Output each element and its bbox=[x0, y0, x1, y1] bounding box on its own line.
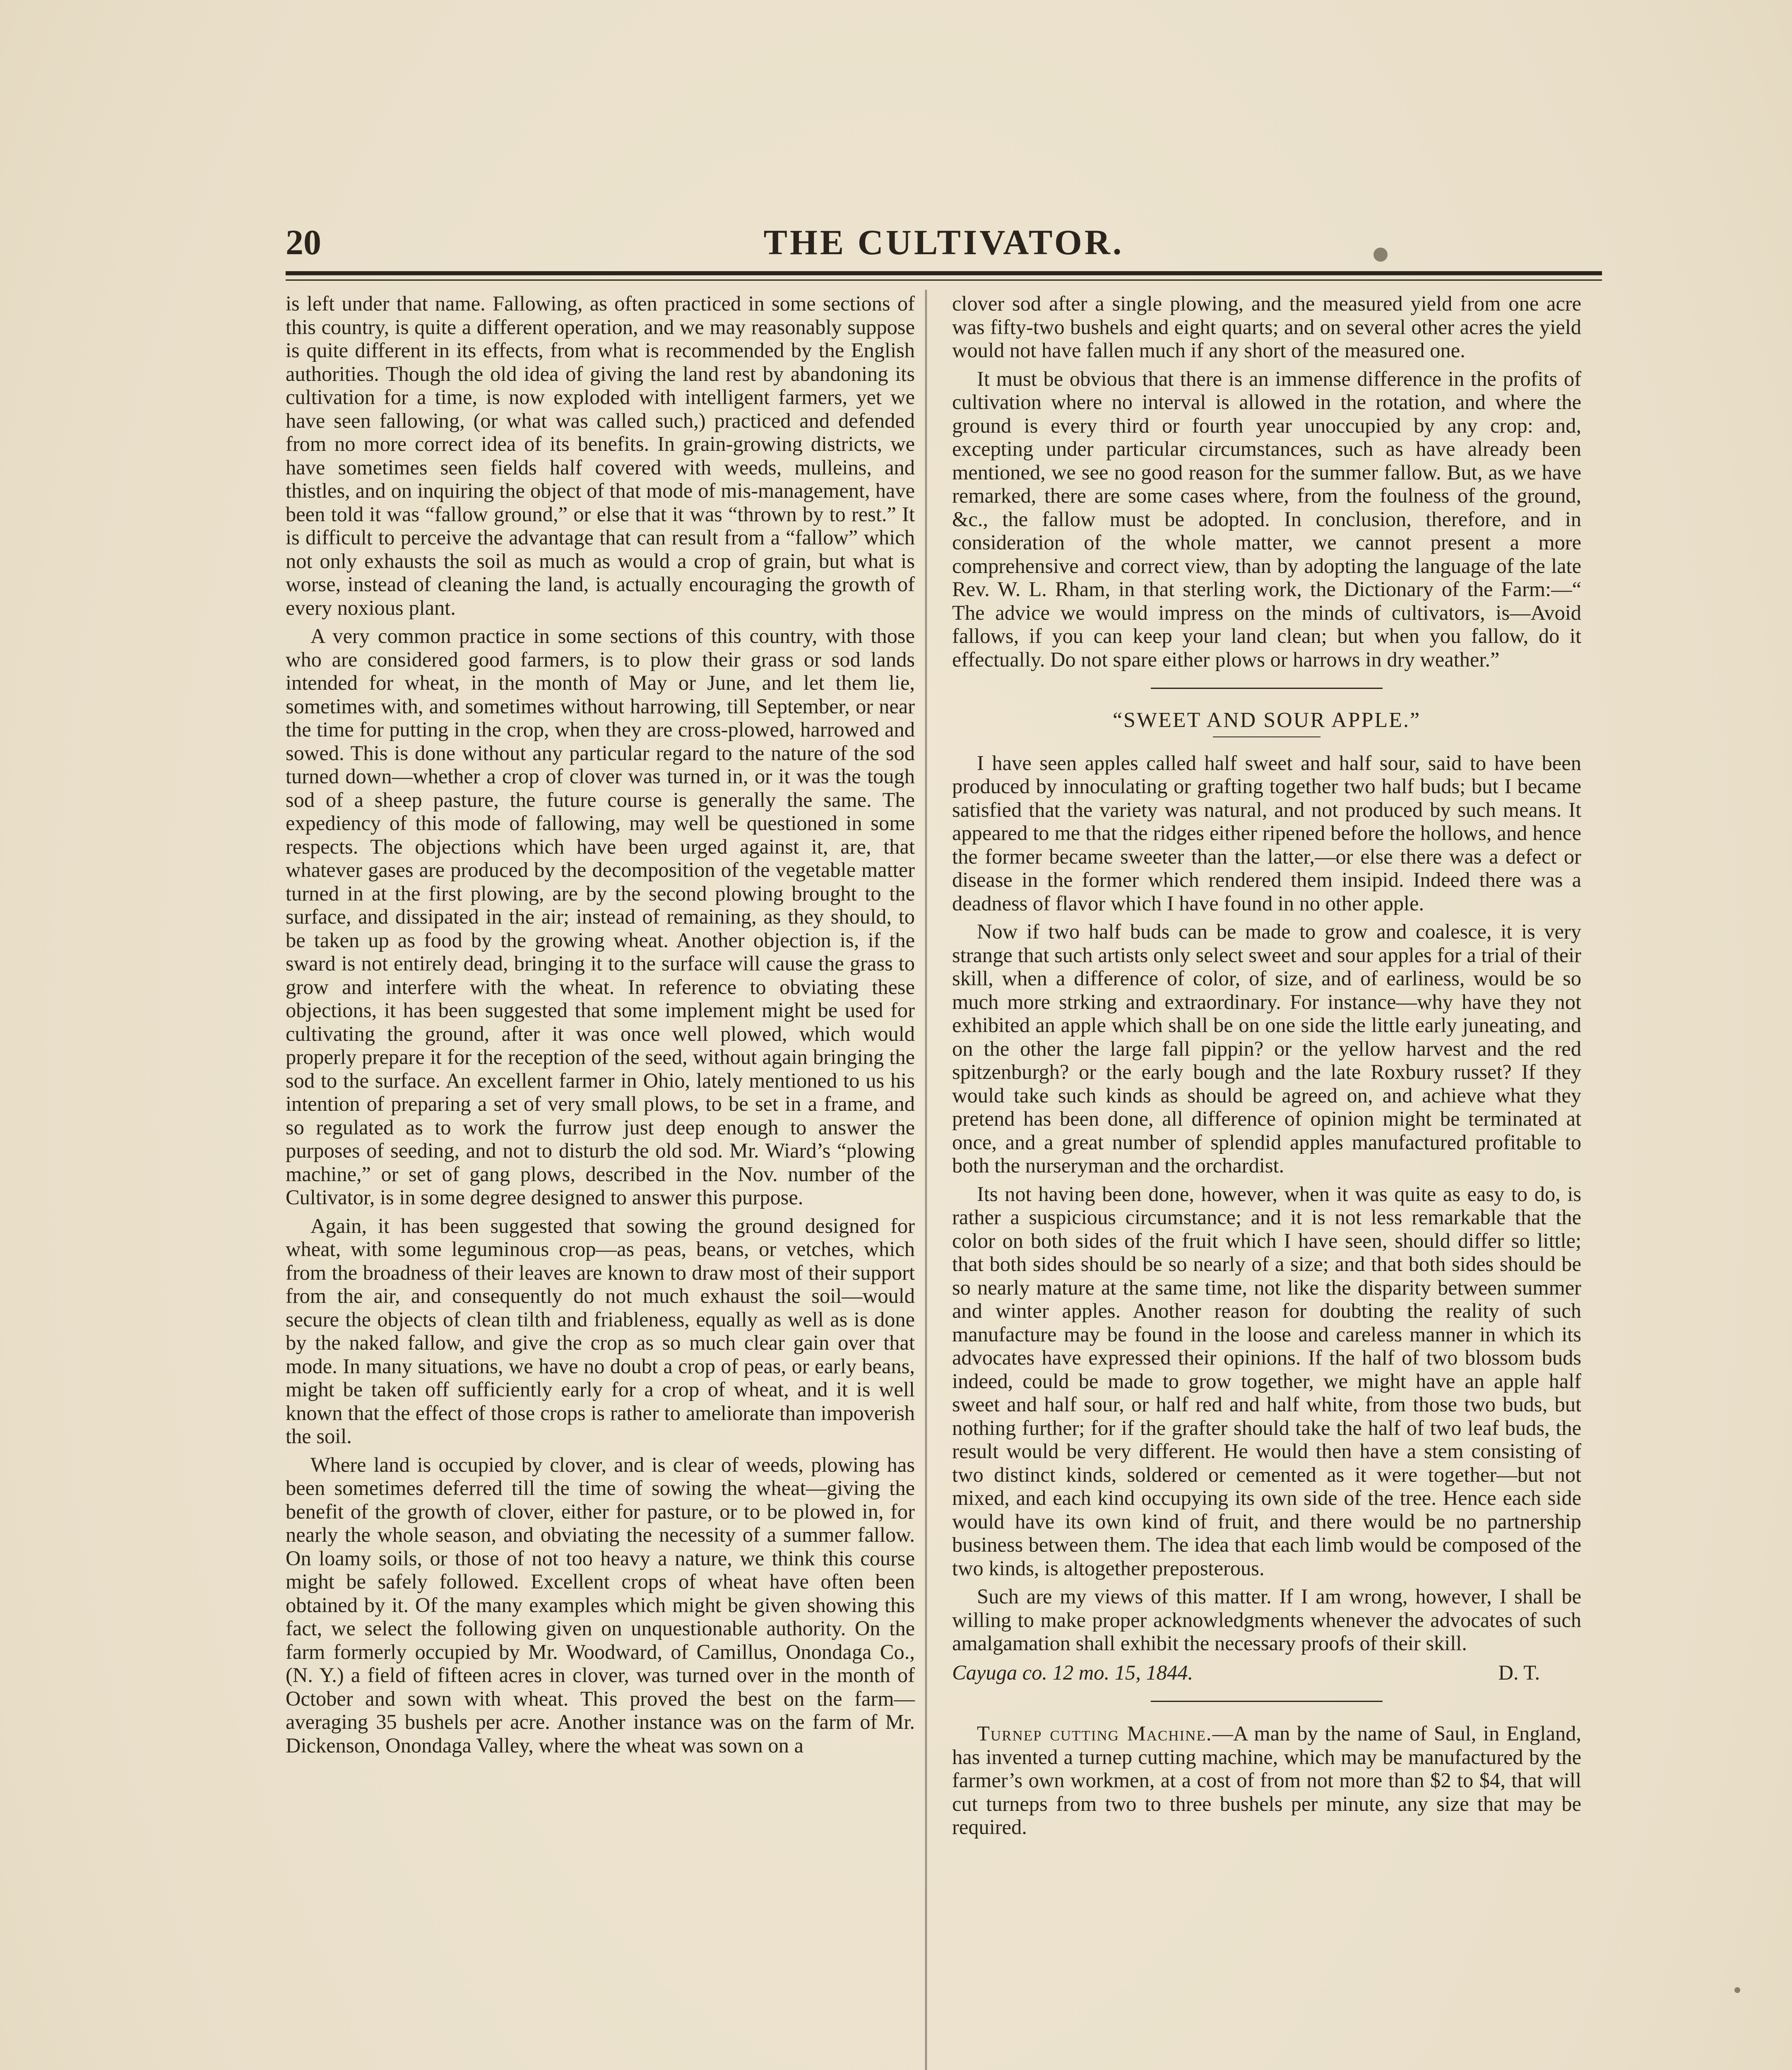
ink-spot bbox=[1373, 248, 1388, 262]
right-paragraph-2: It must be obvious that there is an immense difference in the profits of cultivation where no interval is allowed in the rotation, and where the ground is every third or fourth year unoccupied by any crop: and, excepting under particular circumstances, such as have already been mentioned, we see no good reason for the summer fallow. But, as we have remarked, there are some cases where, from the foulness of the ground, &c., the fallow must be adopted. In conclusion, therefore, and in consideration of the whole matter, we cannot present a more comprehensive and correct view, than by adopting the language of the late Rev. W. L. Rham, in that sterling work, the Dictionary of the Farm:—“ The advice we would impress on the minds of cultivators, is—Avoid fallows, if you can keep your land clean; but when you fallow, do it effectually. Do not spare either plows or harrows in dry weather.” bbox=[952, 367, 1581, 671]
turnep-note bbox=[952, 1722, 1581, 1839]
left-paragraph-3: Again, it has been suggested that sowing the ground designed for wheat, with some leguminous crop—as peas, beans, or vetches, which from the broadness of their leaves are known to draw most of their support from the air, and consequently do not much exhaust the soil—would secure the objects of clean tilth and friableness, equally as well as is done by the naked fallow, and give the crop as so much clear gain over that mode. In many situations, we have no doubt a crop of peas, or early beans, might be taken off sufficiently early for a crop of wheat, and it is well known that the effect of those crops is rather to ameliorate than impoverish the soil. bbox=[286, 1214, 915, 1448]
left-paragraph-2: A very common practice in some sections of this country, with those who are considered good farmers, is to plow their grass or sod lands intended for wheat, in the month of May or June, and let them lie, sometimes with, and sometimes without harrowing, till September, or near the time for putting in the crop, when they are cross-plowed, harrowed and sowed. This is done without any particular regard to the nature of the sod turned down—whether a crop of clover was turned in, or it was the tough sod of a sheep pasture, the future course is generally the same. The expediency of this mode of fallowing, may well be questioned in some respects. The objections which have been urged against it, are, that whatever gases are produced by the decomposition of the vegetable matter turned in at the first plowing, are by the second plowing brought to the surface, and dissipated in the air; instead of remaining, as they should, to be taken up as food by the growing wheat. Another objection is, if the sward is not entirely dead, bringing it to the surface will cause the grass to grow and interfere with the wheat. In reference to obviating these objections, it has been suggested that some implement might be used for cultivating the ground, after it was once well plowed, which would properly prepare it for the reception of the seed, without again bringing the sod to the surface. An excellent farmer in Ohio, lately mentioned to us his intention of preparing a set of very small plows, to be set in a frame, and so regulated as to work the furrow just deep enough to answer the purposes of seeding, and not to disturb the old sod. Mr. Wiard’s “plowing machine,” or set of gang plows, described in the Nov. number of the Cultivator, is in some degree designed to answer this purpose. bbox=[286, 624, 915, 1209]
author-initials: D. T. bbox=[1498, 1661, 1540, 1684]
page-header bbox=[286, 219, 1602, 265]
turnep-note-lead: Turnep cutting Machine. bbox=[977, 1722, 1212, 1745]
article-paragraph-2: Now if two half buds can be made to grow and coalesce, it is very strange that such artists only select sweet and sour apples for a trial of their skill, when a difference of color, of size, and of earliness, would be so much more strking and extraordinary. For instance—why have they not exhibited an apple which shall be on one side the little early juneating, and on the other the large fall pippin? or the yellow harvest and the red spitzenburgh? or the early bough and the late Roxbury russet? If they would take such kinds as should be agreed on, and achieve what they pretend has been done, all difference of opinion might be terminated at once, and a great number of splendid apples manufactured profitable to both the nurseryman and the orchardist. bbox=[952, 920, 1581, 1177]
ink-speck bbox=[1734, 1987, 1740, 1993]
signature-line bbox=[952, 1661, 1581, 1685]
article-paragraph-4: Such are my views of this matter. If I am wrong, however, I shall be willing to make proper acknowledgments whenever the advocates of such amalgamation shall exhibit the necessary proofs of their skill. bbox=[952, 1585, 1581, 1655]
header-rule-thin bbox=[286, 279, 1602, 281]
right-column bbox=[952, 292, 1581, 1844]
article-paragraph-1: I have seen apples called half sweet and half sour, said to have been produced by innoculating or grafting together two half buds; but I became satisfied that the variety was natural, and not produced by such means. It appeared to me that the ridges either ripened before the hollows, and hence the former became sweeter than the latter,—or else there was a defect or disease in the former which rendered them insipid. Indeed there was a deadness of flavor which I have found in no other apple. bbox=[952, 751, 1581, 915]
turnep-note-body: —A man by the name of Saul, in England, has invented a turnep cutting machine, which may be manufactured by the farmer’s own workmen, at a cost of from not more than $2 to $4, that will cut turneps from two to three bushels per minute, any size that may be required. bbox=[952, 1722, 1581, 1839]
section-divider bbox=[1151, 688, 1383, 689]
note-divider bbox=[1151, 1701, 1383, 1702]
left-paragraph-4: Where land is occupied by clover, and is clear of weeds, plowing has been sometimes deferred till the time of sowing the wheat—giving the benefit of the growth of clover, either for pasture, or to be plowed in, for nearly the whole season, and obviating the necessity of a summer fallow. On loamy soils, or those of not too heavy a nature, we think this course might be safely followed. Excellent crops of wheat have often been obtained by it. Of the many examples which might be given showing this fact, we select the following given on unquestionable authority. On the farm formerly occupied by Mr. Woodward, of Camillus, Onondaga Co., (N. Y.) a field of fifteen acres in clover, was turned over in the month of October and sown with wheat. This proved the best on the farm—averaging 35 bushels per acre. Another instance was on the farm of Mr. Dickenson, Onondaga Valley, where the wheat was sown on a bbox=[286, 1453, 915, 1757]
left-paragraph-1: is left under that name. Fallowing, as often practiced in some sections of this country, is quite a different operation, and we may reasonably suppose is quite different in its effects, from what is recommended by the English authorities. Though the old idea of giving the land rest by abandoning its cultivation for a time, is now exploded with intelligent farmers, yet we have seen fallowing, (or what was called such,) practiced and defended from no more correct idea of its benefits. In grain-growing districts, we have sometimes seen fields half covered with weeds, mulleins, and thistles, and on inquiring the object of that mode of mis-management, have been told it was “fallow ground,” or else that it was “thrown by to rest.” It is difficult to perceive the advantage that can result from a “fallow” which not only exhausts the soil as much as would a crop of grain, but what is worse, instead of cleaning the land, is actually encouraging the growth of every noxious plant. bbox=[286, 292, 915, 619]
header-rule-thick bbox=[286, 271, 1602, 275]
masthead-title: THE CULTIVATOR. bbox=[763, 222, 1124, 262]
dateline: Cayuga co. 12 mo. 15, 1844. bbox=[952, 1661, 1193, 1684]
article-paragraph-3: Its not having been done, however, when it was quite as easy to do, is rather a suspicious circumstance; and it is not less remarkable that the color on both sides of the fruit which I have seen, should differ so little; that both sides should be so nearly of a size; and that both sides should be so nearly mature at the same time, not like the disparity between summer and winter apples. Another reason for doubting the reality of such manufacture may be found in the loose and careless manner in which its advocates have expressed their opinions. If the half of two blossom buds indeed, could be made to grow together, we might have an apple half sweet and half sour, or half red and half white, from those two buds, but nothing further; for if the grafter should take the half of two leaf buds, the result would be very different. He would then have a stem consisting of two distinct kinds, soldered or cemented as it were together—but not mixed, and each kind occupying its own side of the tree. Hence each side would have its own kind of fruit, and there would be no partnership business between them. The idea that each limb would be composed of the two kinds, is altogether preposterous. bbox=[952, 1182, 1581, 1580]
column-divider bbox=[925, 290, 927, 2070]
page-number: 20 bbox=[286, 222, 321, 262]
article-title: “SWEET AND SOUR APPLE.” bbox=[1112, 708, 1421, 732]
left-column bbox=[286, 292, 915, 1762]
right-paragraph-1: clover sod after a single plowing, and the measured yield from one acre was fifty-two bushels and eight quarts; and on several other acres the yield would not have fallen much if any short of the measured one. bbox=[952, 292, 1581, 362]
